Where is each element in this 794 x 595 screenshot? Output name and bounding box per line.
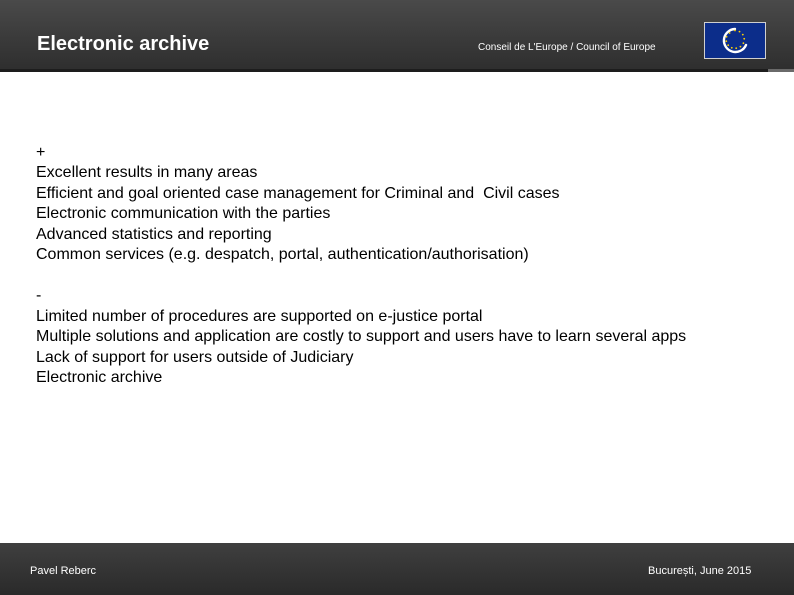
cons-item: Limited number of procedures are supported on e-justice portal — [36, 307, 483, 325]
header-divider — [0, 69, 768, 72]
footer-author: Pavel Reberc — [30, 565, 97, 577]
pros-marker: + — [36, 144, 46, 161]
cons-item: Lack of support for users outside of Judiciary — [36, 348, 354, 366]
organization-name: Conseil de L'Europe / Council of Europe — [478, 42, 656, 53]
slide-body — [36, 143, 786, 388]
cons-marker: - — [36, 287, 42, 305]
pros-item: Excellent results in many areas — [36, 164, 258, 182]
header-divider-accent — [768, 69, 794, 72]
footer-place-date: București, June 2015 — [648, 565, 752, 577]
cons-item: Multiple solutions and application are costly to support and users have to learn several apps — [36, 328, 687, 346]
section-gap — [36, 265, 786, 286]
pros-item: Advanced statistics and reporting — [36, 225, 272, 243]
pros-item: Electronic communication with the parties — [36, 205, 331, 223]
slide-title: Electronic archive — [37, 33, 210, 55]
cons-item: Electronic archive — [36, 369, 163, 387]
pros-item: Efficient and goal oriented case management for Criminal and Civil cases — [36, 184, 560, 202]
pros-item: Common services (e.g. despatch, portal, authentication/authorisation) — [36, 246, 529, 264]
council-of-europe-logo-icon — [704, 22, 766, 59]
